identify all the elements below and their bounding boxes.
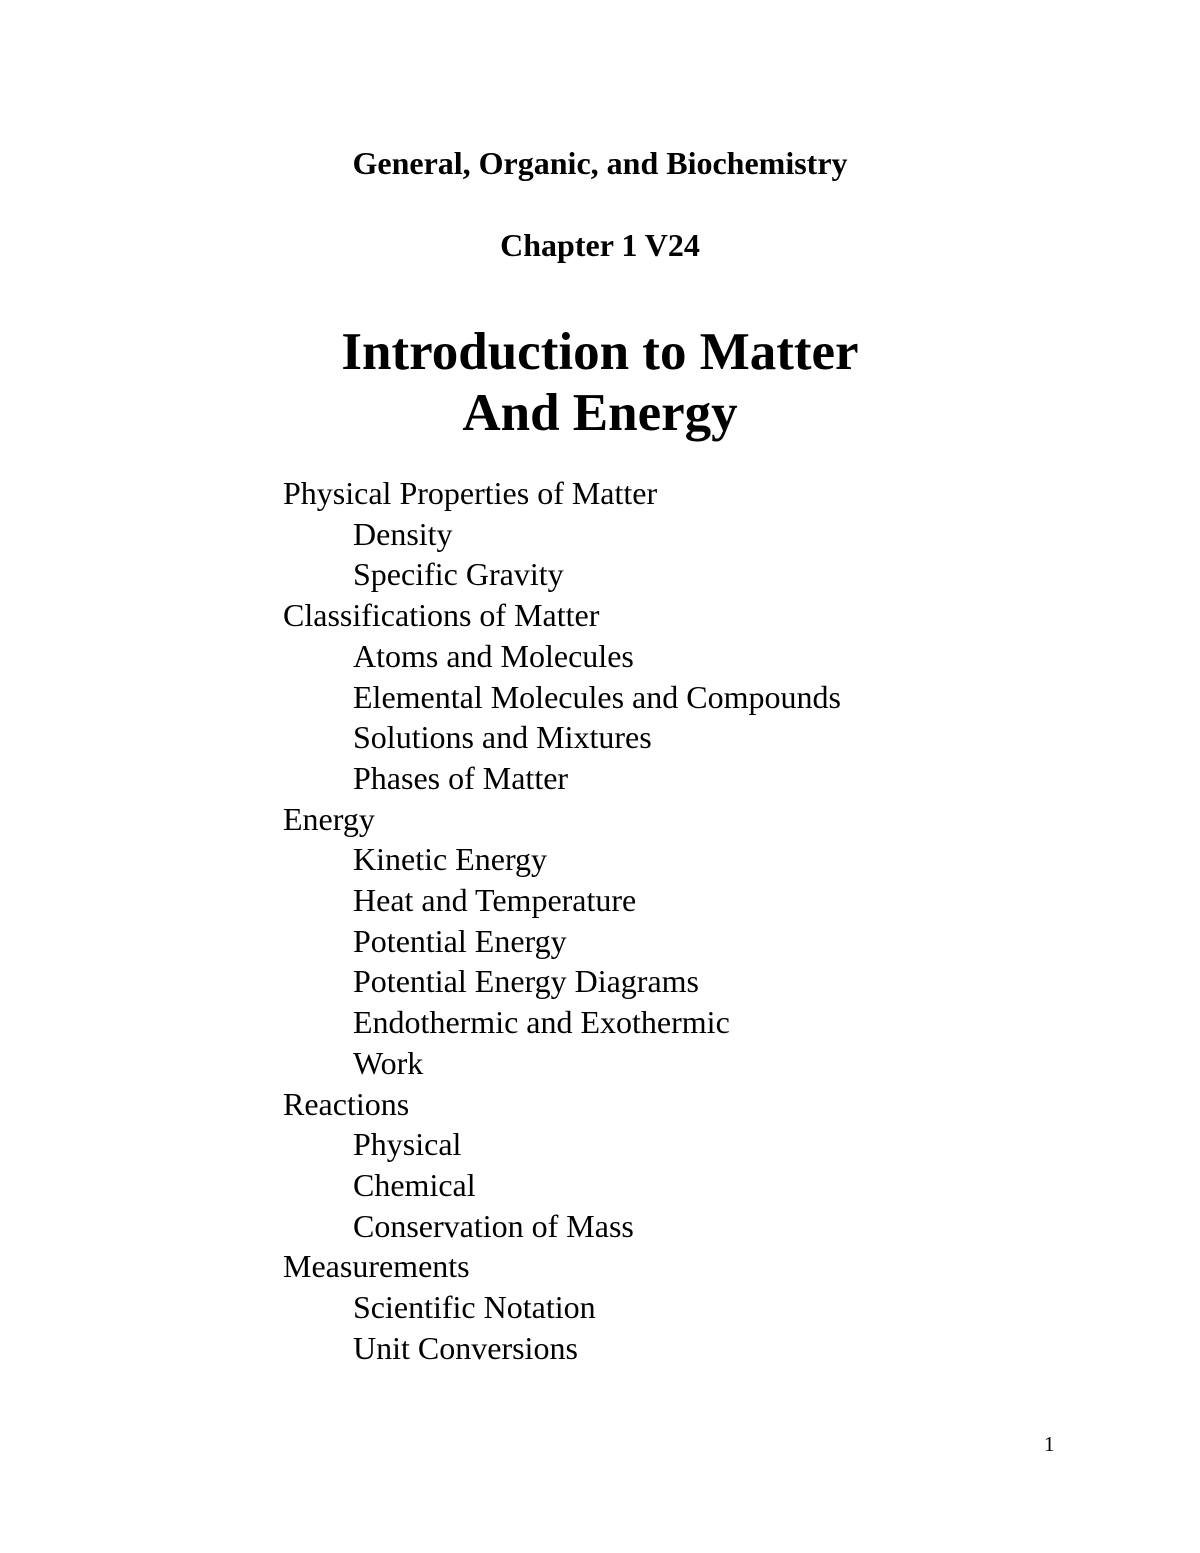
toc-subsection: Conservation of Mass (353, 1207, 634, 1244)
page-title-line-2: And Energy (462, 384, 738, 442)
toc-subsection: Unit Conversions (353, 1329, 578, 1366)
toc-subsection: Specific Gravity (353, 556, 564, 593)
chapter-label: Chapter 1 V24 (500, 227, 700, 263)
page-number: 1 (1044, 1432, 1055, 1456)
toc-subsection: Potential Energy (353, 922, 567, 959)
toc-subsection: Heat and Temperature (353, 882, 637, 919)
toc-section: Energy (283, 800, 375, 837)
course-title: General, Organic, and Biochemistry (352, 145, 848, 181)
toc-section: Classifications of Matter (283, 597, 600, 634)
toc-section: Physical Properties of Matter (283, 475, 658, 511)
toc-subsection: Endothermic and Exothermic (353, 1004, 730, 1041)
toc-subsection: Density (353, 515, 453, 552)
table-of-contents (283, 473, 841, 1368)
page-title (0, 322, 1200, 444)
page-title-line-1: Introduction to Matter (341, 323, 859, 381)
toc-subsection: Elemental Molecules and Compounds (353, 678, 841, 715)
toc-subsection: Physical (353, 1126, 462, 1163)
toc-subsection: Atoms and Molecules (353, 637, 634, 674)
toc-subsection: Kinetic Energy (353, 841, 548, 878)
toc-subsection: Scientific Notation (353, 1289, 596, 1326)
toc-subsection: Phases of Matter (353, 759, 569, 796)
toc-subsection: Solutions and Mixtures (353, 719, 652, 756)
toc-section: Measurements (283, 1248, 470, 1285)
toc-subsection: Potential Energy Diagrams (353, 963, 699, 1000)
toc-subsection: Chemical (353, 1166, 476, 1203)
toc-subsection: Work (353, 1044, 424, 1081)
toc-section: Reactions (283, 1085, 410, 1122)
